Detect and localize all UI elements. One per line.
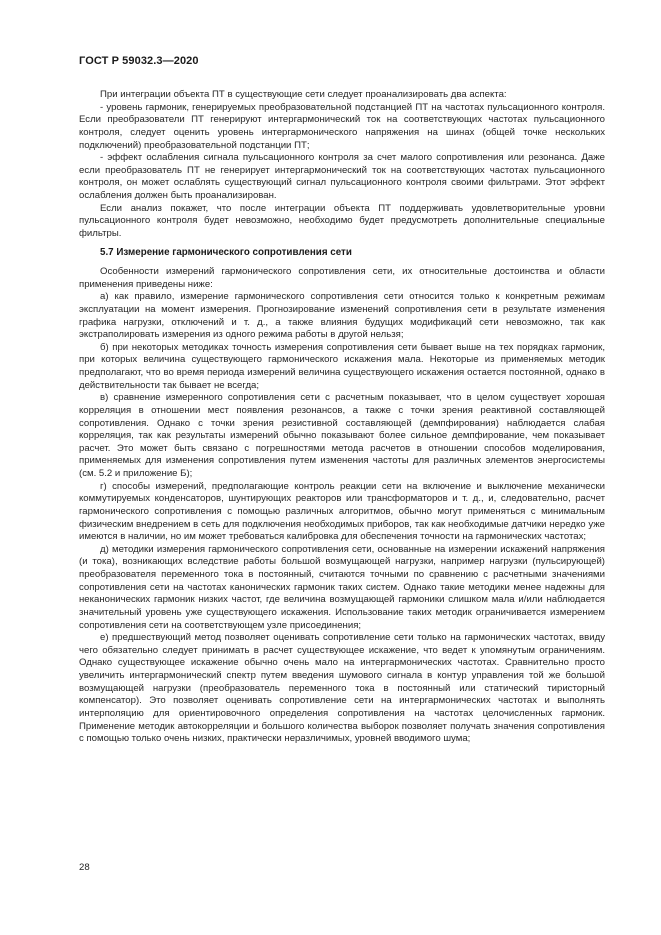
section-lead-paragraph: Особенности измерений гармонического сопротивления сети, их относительные достоинства и области применения приведены ниже:: [79, 266, 605, 290]
intro-conclusion-paragraph: Если анализ покажет, что после интеграции объекта ПТ поддерживать удовлетворительные уровни пульсационного контроля будет невозможно, необходимо будет предусмотреть дополнительные специальные фильтры.: [79, 202, 605, 239]
list-item-a: а) как правило, измерение гармонического сопротивления сети относится только к конкретным режимам эксплуатации на момент измерения. Прогнозирование изменений сопротивления сети в результате изменения графика нагрузки, отключений и т. д., а также влияния будущих модификаций сети невозможно, так как экстраполировать измерения из одного режима работы в другой нельзя;: [79, 291, 605, 341]
intro-aspect-1-paragraph: - уровень гармоник, генерируемых преобразовательной подстанцией ПТ на частотах пульсационного контроля. Если преобразователи ПТ генерируют интергармонический ток на соответствующих частотах пульсационного контроля, следует оценить уровень интергармонического напряжения на шинах (общей точке нескольких подключений) преобразовательной подстанции ПТ;: [79, 101, 605, 151]
intro-lead-paragraph: При интеграции объекта ПТ в существующие сети следует проанализировать два аспекта:: [100, 89, 507, 100]
list-item-e: е) предшествующий метод позволяет оценивать сопротивление сети только на гармонических частотах, ввиду чего обязательно следует принимать в расчет существующее искажение, что ведет к упомянутым ограничениям. Однако существующее искажение обычно очень мало на интергармонических частотах. Сравнительно просто увеличить интергармонический спектр путем введения шумового сигнала в контур управления той же большой возмущающей нагрузки (преобразователь переменного тока в постоянный или статический тиристорный компенсатор). Это позволяет оценивать сопротивление сети на интергармонических частотах и выполнять интерполяцию для ориентировочного определения сопротивления на частотах целочисленных гармоник. Применение методик автокорреляции и большого количества выборок позволяет получать значения сопротивления с помощью только очень низких, практически неразличимых, уровней вводимого шума;: [79, 632, 605, 745]
standard-designation: ГОСТ Р 59032.3—2020: [79, 55, 199, 67]
page-number: 28: [79, 862, 90, 873]
document-body: [79, 89, 605, 746]
list-item-d: д) методики измерения гармонического сопротивления сети, основанные на измерении искажений напряжения (и тока), возникающих вследствие работы большой возмущающей нагрузки, например нагрузки (пульсирующей) преобразователя переменного тока в постоянный, считаются точными по сравнению с расчетными значениями сопротивления сети на частотах канонических гармоник таких систем. Однако такие методики менее надежны для неканонических гармоник низких частот, где величина возмущающей гармоники слишком мала и/или наблюдается значительный уровень уже существующего искажения. Использование таких методик ограничивается измерением сопротивления сети на соответствующем узле присоединения;: [79, 543, 605, 631]
list-item-g: г) способы измерений, предполагающие контроль реакции сети на включение и выключение механически коммутируемых конденсаторов, шунтирующих реакторов или трансформаторов и т. д., и, следовательно, расчет гармонического сопротивления с помощью различных алгоритмов, обычно могут применяться с минимальным физическим внедрением в сеть для подключения необходимых приборов, так как необходимые датчики нередко уже имеются в наличии, но им может требоваться калибровка для обеспечения точности на гармонических частотах;: [79, 480, 605, 543]
list-item-v: в) сравнение измеренного сопротивления сети с расчетным показывает, что в целом существует хорошая корреляция в отношении мест появления резонансов, а также с точки зрения реактивной составляющей сопротивления. Однако с точки зрения резистивной составляющей (демпфирования) наблюдается слабая корреляция, так как результаты измерений обычно показывают более сильное демпфирование, чем показывает расчет. Это может быть связано с погрешностями метода расчетов в отношении способов моделирования, применяемых для изменения сопротивления путем изменения частоты для различных элементов энергосистемы (см. 5.2 и приложение Б);: [79, 392, 605, 480]
section-heading: 5.7 Измерение гармонического сопротивления сети: [100, 246, 352, 258]
list-item-b: б) при некоторых методиках точность измерения сопротивления сети бывает выше на тех порядках гармоник, при которых величина существующего гармонического искажения мала. Некоторые из применяемых методик предполагают, что во время периода измерений величина существующего искажения остается постоянной, однако в действительности так бывает не всегда;: [79, 341, 605, 391]
intro-aspect-2-paragraph: - эффект ослабления сигнала пульсационного контроля за счет малого сопротивления или резонанса. Даже если преобразователь ПТ не генерирует интергармонический ток на соответствующих частотах пульсационного контроля, он может ослаблять существующий сигнал пульсационного контроля своими фильтрами. Этот эффект ослабления должен быть проанализирован.: [79, 152, 605, 201]
